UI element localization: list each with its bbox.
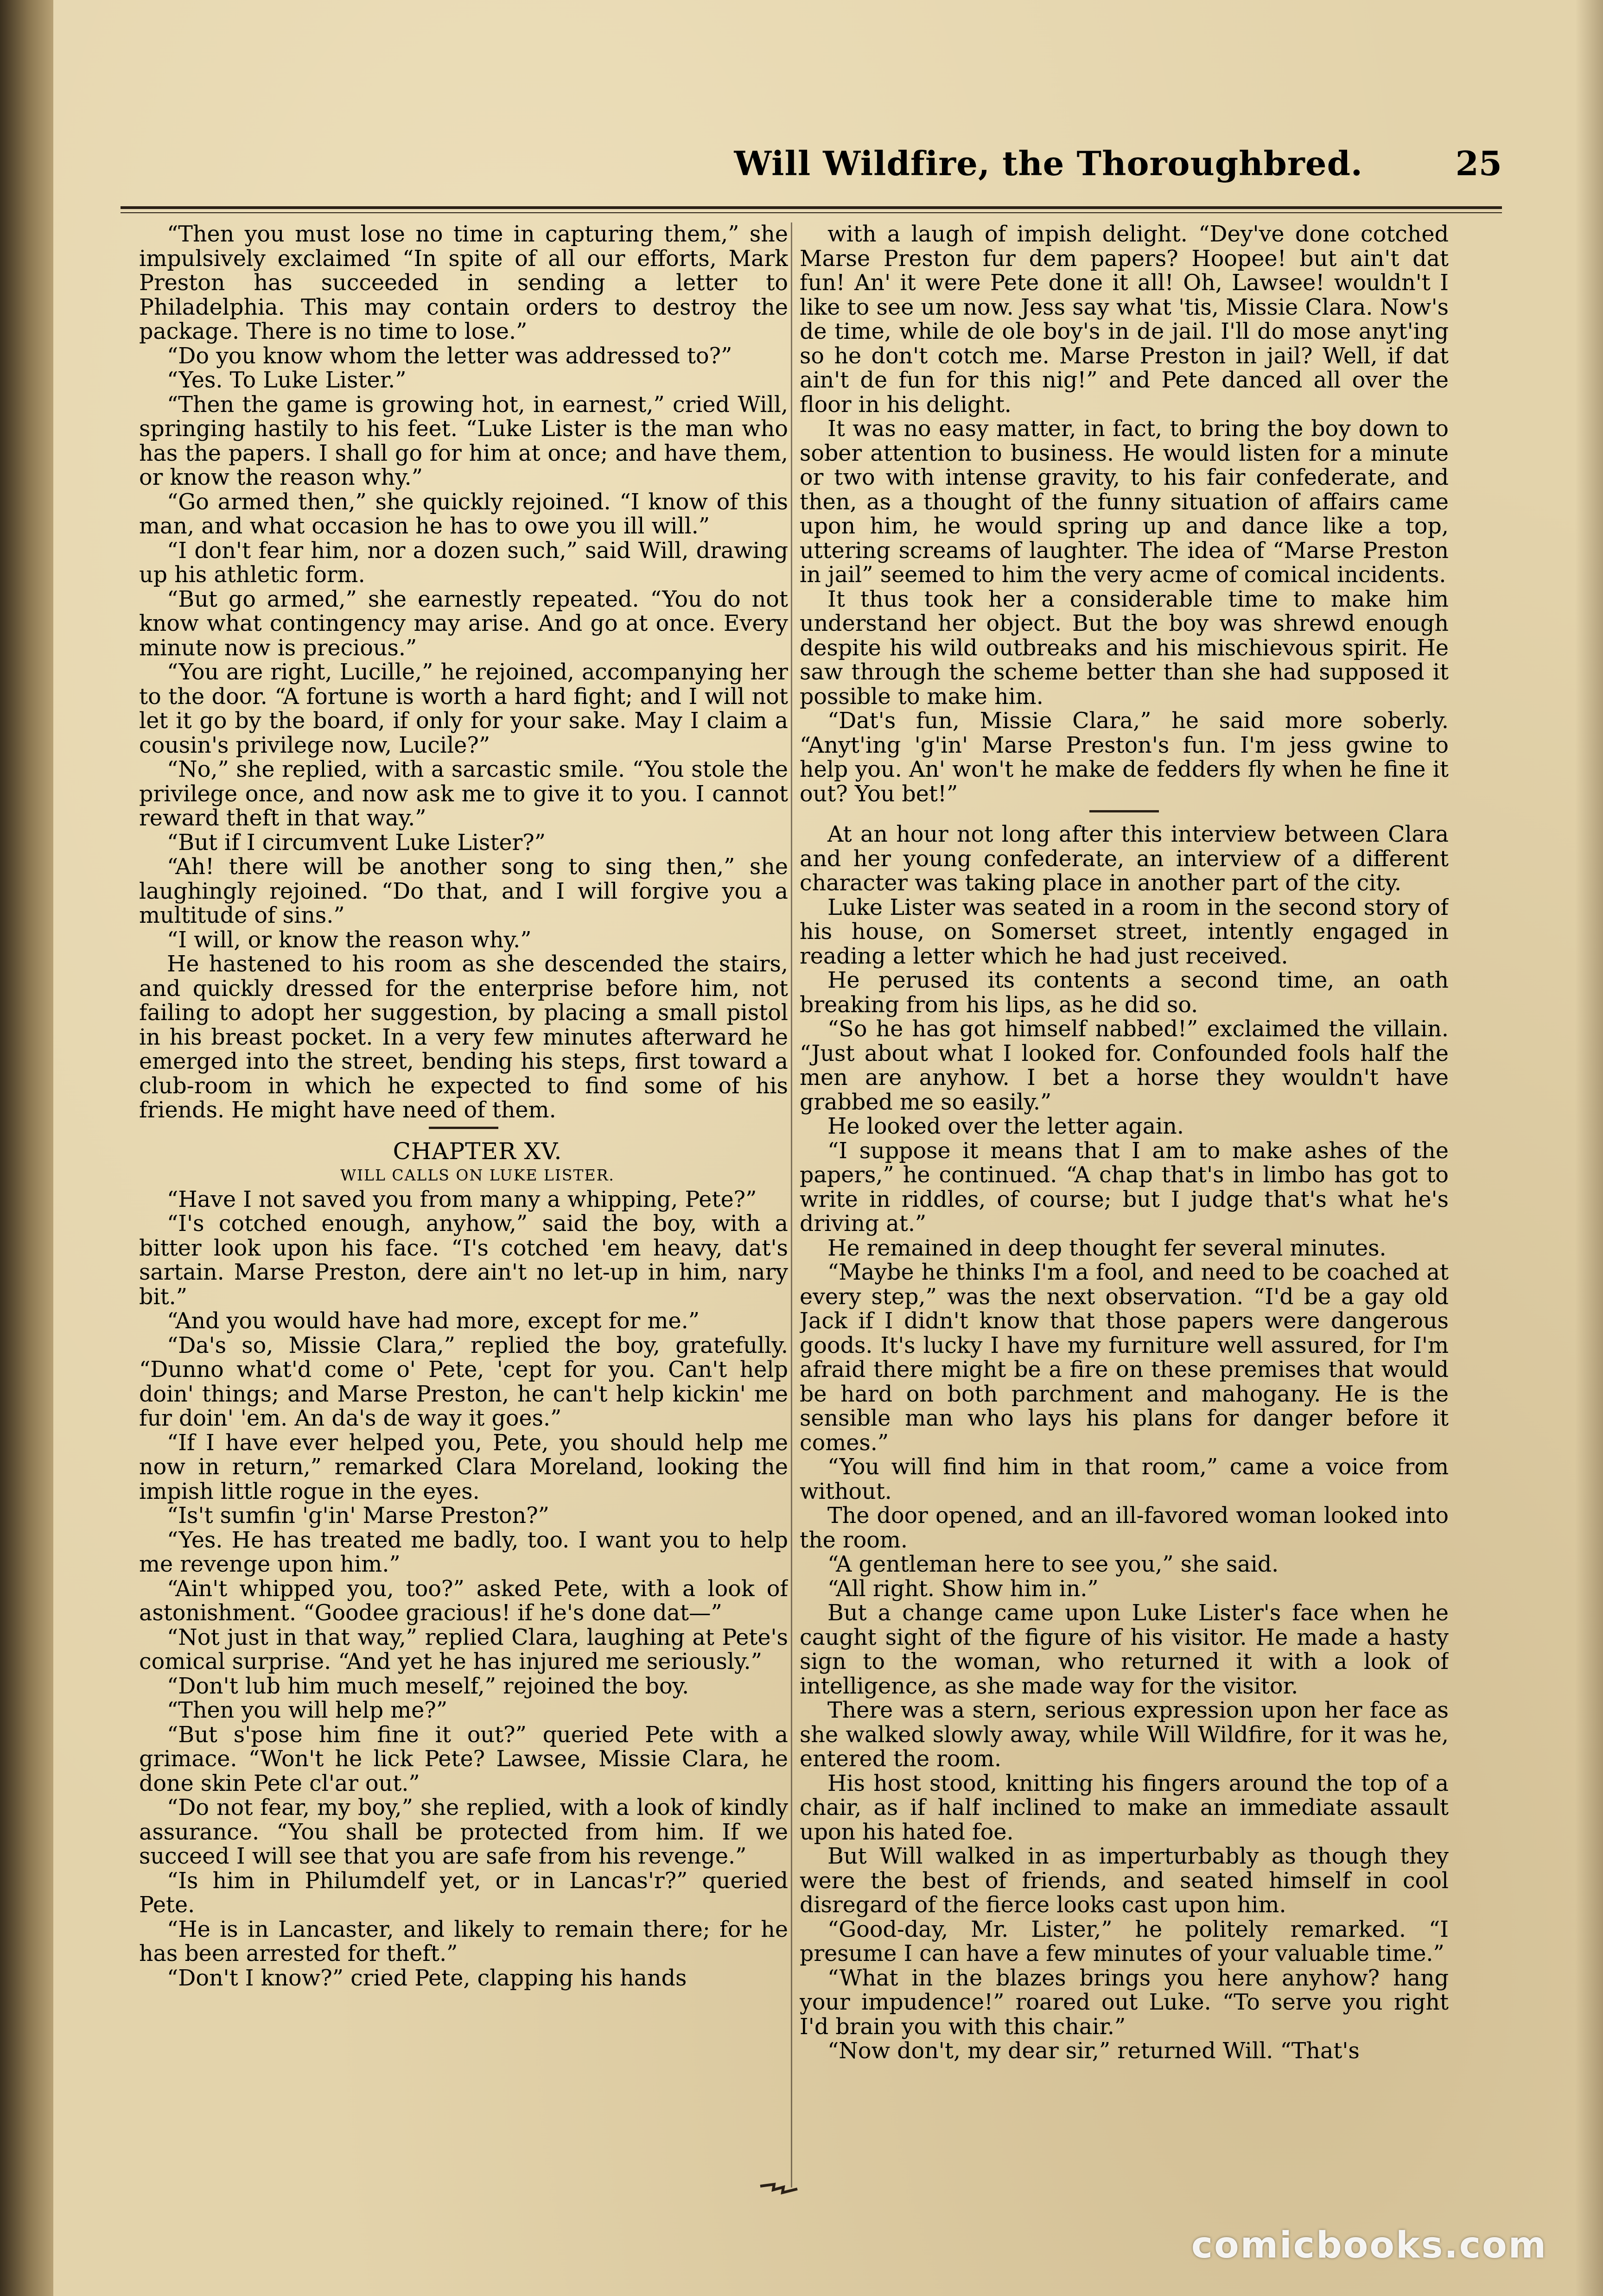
paragraph: “He is in Lancaster, and likely to remain there; for he has been arrested for theft.” <box>139 1916 788 1966</box>
paragraph: But Will walked in as imperturbably as though they were the best of friends, and seated himself in cool disregard of the fierce looks cast upon him. <box>800 1844 1449 1918</box>
paragraph: “You will find him in that room,” came a voice from without. <box>800 1454 1449 1504</box>
paragraph: “I don't fear him, nor a dozen such,” said Will, drawing up his athletic form. <box>139 538 788 588</box>
paragraph: “Then you will help me?” <box>167 1698 448 1723</box>
chapter-subtitle: WILL CALLS ON LUKE LISTER. <box>340 1166 615 1184</box>
paragraph: “Do not fear, my boy,” she replied, with a look of kindly assurance. “You shall be protected from him. If we succeed I will see that you are safe from his revenge.” <box>139 1795 788 1869</box>
paragraph: The door opened, and an ill-favored woman looked into the room. <box>800 1503 1449 1553</box>
paragraph: “Ain't whipped you, too?” asked Pete, with a look of astonishment. “Goodee gracious! if he's done dat—” <box>139 1576 788 1626</box>
paragraph: “Don't lub him much meself,” rejoined the boy. <box>167 1673 689 1699</box>
left-column-text-before-chapter <box>139 222 788 1123</box>
paragraph: He remained in deep thought fer several minutes. <box>827 1235 1387 1261</box>
chapter-title: CHAPTER XV. <box>393 1137 562 1165</box>
paragraph: It thus took her a considerable time to make him understand her object. But the boy was shrewd enough despite his wild outbreaks and his mischievous spirit. He saw through the scheme better than she had supposed it possible to make him. <box>800 586 1449 710</box>
book-binding <box>0 0 53 2296</box>
paragraph: “Then you must lose no time in capturing them,” she impulsively exclaimed “In spite of all our efforts, Mark Preston has succeeded in sending a letter to Philadelphia. This may contain orders to destroy the package. There is no time to lose.” <box>139 222 788 344</box>
page-edge-shadow <box>1575 0 1603 2296</box>
paragraph: He looked over the letter again. <box>827 1114 1184 1139</box>
paragraph: “So he has got himself nabbed!” exclaimed the villain. “Just about what I looked for. Confounded fools half the men are anyhow. I bet a horse they wouldn't have grabbed me so easily.” <box>800 1016 1449 1115</box>
paragraph: “Yes. To Luke Lister.” <box>167 368 407 393</box>
paragraph: “Da's so, Missie Clara,” replied the boy, gratefully. “Dunno what'd come o' Pete, 'cept for you. Can't help doin' things; and Marse Preston, he can't help kickin' me fur doin' 'em. An da's de way it goes.” <box>139 1332 788 1431</box>
header-rule-thin <box>121 212 1502 213</box>
left-column <box>139 222 788 2188</box>
page-number: 25 <box>1455 144 1502 183</box>
paragraph: “A gentleman here to see you,” she said. <box>827 1552 1279 1577</box>
paragraph: “Good-day, Mr. Lister,” he politely remarked. “I presume I can have a few minutes of your valuable time.” <box>800 1916 1449 1966</box>
right-column <box>800 222 1449 2188</box>
right-column-text-before-break <box>800 222 1449 806</box>
paragraph: “Then the game is growing hot, in earnest,” cried Will, springing hastily to his feet. “Luke Lister is the man who has the papers. I shall go for him at once; and have them, or know the reason why.” <box>139 392 788 490</box>
left-column-text-after-chapter <box>139 1188 788 1991</box>
right-column-text-after-break <box>800 823 1449 2064</box>
column-divider <box>791 222 792 2188</box>
paragraph: “Do you know whom the letter was addressed to?” <box>167 343 732 369</box>
paragraph: “I suppose it means that I am to make ashes of the papers,” he continued. “A chap that's in limbo has got to write in riddles, of course; but I judge that's what he's driving at.” <box>800 1138 1449 1237</box>
paragraph: “But if I circumvent Luke Lister?” <box>167 830 546 856</box>
paragraph: He perused its contents a second time, an oath breaking from his lips, as he did so. <box>800 968 1449 1018</box>
printer-mark-icon <box>756 2181 807 2199</box>
paragraph: At an hour not long after this interview between Clara and her young confederate, an interview of a different character was taking place in another part of the city. <box>800 822 1449 896</box>
paragraph: He hastened to his room as she descended the stairs, and quickly dressed for the enterprise before him, not failing to adopt her suggestion, by placing a small pistol in his breast pocket. In a very few minutes afterward he emerged into the street, bending his steps, first toward a club-room in which he expected to find some of his friends. He might have need of them. <box>139 951 788 1123</box>
watermark: comicbooks.com <box>1191 2225 1547 2266</box>
paragraph: It was no easy matter, in fact, to bring the boy down to sober attention to business. He would listen for a minute or two with intense gravity, to his fair confederate, and then, as a thought of the funny situation of affairs came upon him, he would spring up and dance like a top, uttering screams of laughter. The idea of “Marse Preston in jail” seemed to him the very acme of comical incidents. <box>800 416 1449 588</box>
paragraph: “Ah! there will be another song to sing then,” she laughingly rejoined. “Do that, and I will forgive you a multitude of sins.” <box>139 854 788 928</box>
paragraph: “All right. Show him in.” <box>827 1576 1099 1602</box>
paragraph: “Not just in that way,” replied Clara, laughing at Pete's comical surprise. “And yet he has injured me seriously.” <box>139 1624 788 1674</box>
paragraph: “And you would have had more, except for me.” <box>167 1308 700 1334</box>
paragraph: “Dat's fun, Missie Clara,” he said more soberly. “Anyt'ing 'g'in' Marse Preston's fun. I'm jess gwine to help you. An' won't he make de fedders fly when he fine it out? You bet!” <box>800 708 1449 807</box>
paragraph: “Is him in Philumdelf yet, or in Lancas'r?” queried Pete. <box>139 1868 788 1918</box>
paragraph: “You are right, Lucille,” he rejoined, accompanying her to the door. “A fortune is worth a hard fight; and I will not let it go by the board, if only for your sake. May I claim a cousin's privilege now, Lucile?” <box>139 660 788 758</box>
paragraph: “But s'pose him fine it out?” queried Pete with a grimace. “Won't he lick Pete? Lawsee, Missie Clara, he done skin Pete cl'ar out.” <box>139 1722 788 1796</box>
paragraph: “But go armed,” she earnestly repeated. “You do not know what contingency may arise. And go at once. Every minute now is precious.” <box>139 586 788 661</box>
paragraph: “What in the blazes brings you here anyhow? hang your impudence!” roared out Luke. “To serve you right I'd brain you with this chair.” <box>800 1965 1449 2040</box>
paragraph: “Don't I know?” cried Pete, clapping his hands <box>167 1965 687 1991</box>
paragraph: “I's cotched enough, anyhow,” said the boy, with a bitter look upon his face. “I's cotched 'em heavy, dat's sartain. Marse Preston, dere ain't no let-up in him, nary bit.” <box>139 1211 788 1310</box>
page-header <box>139 134 1502 204</box>
paragraph: “Have I not saved you from many a whipping, Pete?” <box>167 1186 757 1212</box>
paragraph: “I will, or know the reason why.” <box>167 927 532 953</box>
paragraph: “Now don't, my dear sir,” returned Will. “That's <box>827 2038 1360 2064</box>
paragraph: “Yes. He has treated me badly, too. I want you to help me revenge upon him.” <box>139 1527 788 1577</box>
running-title: Will Wildfire, the Thoroughbred. <box>734 144 1363 183</box>
paragraph: “Is't sumfin 'g'in' Marse Preston?” <box>167 1503 549 1529</box>
paragraph: “Go armed then,” she quickly rejoined. “I know of this man, and what occasion he has to owe you ill will.” <box>139 489 788 539</box>
scene-break-rule <box>1089 810 1159 812</box>
paragraph: Luke Lister was seated in a room in the second story of his house, on Somerset street, intently engaged in reading a letter which he had just received. <box>800 894 1449 969</box>
header-rule <box>121 206 1502 209</box>
paragraph: with a laugh of impish delight. “Dey've done cotched Marse Preston fur dem papers? Hoopee! but ain't dat fun! An' it were Pete done it all! Oh, Lawsee! wouldn't I like to see um now. Jess say what 'tis, Missie Clara. Now's de time, while de ole boy's in de jail. I'll do mose anyt'ing so he don't cotch me. Marse Preston in jail? Well, if dat ain't de fun for this nig!” and Pete danced all over the floor in his delight. <box>800 222 1449 418</box>
paragraph: “If I have ever helped you, Pete, you should help me now in return,” remarked Clara Moreland, looking the impish little rogue in the eyes. <box>139 1430 788 1504</box>
paragraph: “No,” she replied, with a sarcastic smile. “You stole the privilege once, and now ask me to give it to you. I cannot reward theft in that way.” <box>139 757 788 831</box>
section-divider <box>429 1127 498 1129</box>
paragraph: His host stood, knitting his fingers around the top of a chair, as if half inclined to make an immediate assault upon his hated foe. <box>800 1770 1449 1845</box>
paragraph: “Maybe he thinks I'm a fool, and need to be coached at every step,” was the next observation. “I'd be a gay old Jack if I didn't know that those papers were dangerous goods. It's lucky I have my furniture well assured, for I'm afraid there might be a fire on these premises that would be hard on both parchment and mahogany. He is the sensible man who lays his plans for danger before it comes.” <box>800 1260 1449 1456</box>
paragraph: But a change came upon Luke Lister's face when he caught sight of the figure of his visitor. He made a hasty sign to the woman, who returned it with a look of intelligence, as she made way for the visitor. <box>800 1600 1449 1699</box>
paragraph: There was a stern, serious expression upon her face as she walked slowly away, while Will Wildfire, for it was he, entered the room. <box>800 1698 1449 1772</box>
